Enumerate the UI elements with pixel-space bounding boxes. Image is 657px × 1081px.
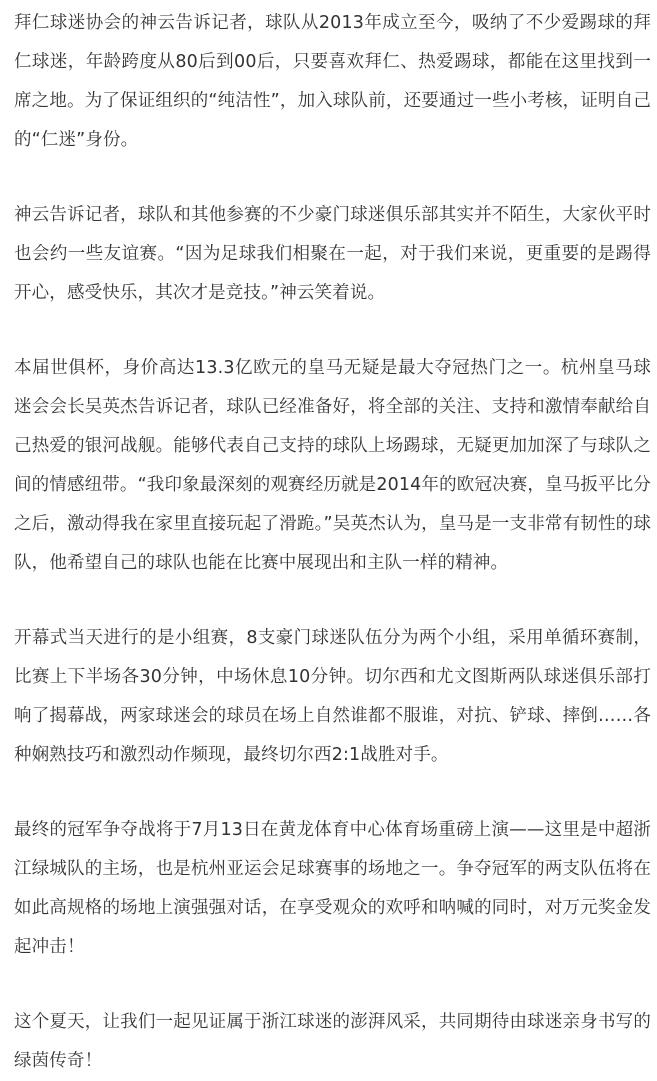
- paragraph-friendly-matches: 神云告诉记者，球队和其他参赛的不少豪门球迷俱乐部其实并不陌生，大家伙平时也会约一些友谊赛。“因为足球我们相聚在一起，对于我们来说，更重要的是踢得开心，感受快乐，其次才是竞技。”神云笑着说。: [14, 205, 651, 303]
- paragraph-final-match: 最终的冠军争夺战将于7月13日在黄龙体育中心体育场重磅上演——这里是中超浙江绿城队的主场，也是杭州亚运会足球赛事的场地之一。争夺冠军的两支队伍将在如此高规格的场地上演强强对话，在享受观众的欢呼和呐喊的同时，对万元奖金发起冲击！: [14, 820, 651, 957]
- paragraph-closing: 这个夏天，让我们一起见证属于浙江球迷的澎湃风采，共同期待由球迷亲身书写的绿茵传奇！: [14, 1012, 651, 1071]
- paragraph-bayern-fan-team: 拜仁球迷协会的神云告诉记者，球队从2013年成立至今，吸纳了不少爱踢球的拜仁球迷，年龄跨度从80后到00后，只要喜欢拜仁、热爱踢球，都能在这里找到一席之地。为了保证组织的“纯洁性”，加入球队前，还要通过一些小考核，证明自己的“仁迷”身份。: [14, 13, 651, 150]
- paragraph-real-madrid-fans: 本届世俱杯，身价高达13.3亿欧元的皇马无疑是最大夺冠热门之一。杭州皇马球迷会会长吴英杰告诉记者，球队已经准备好，将全部的关注、支持和激情奉献给自己热爱的银河战舰。能够代表自己支持的球队上场踢球，无疑更加加深了与球队之间的情感纽带。“我印象最深刻的观赛经历就是2014年的欧冠决赛，皇马扳平比分之后，激动得我在家里直接玩起了滑跪。”吴英杰认为，皇马是一支非常有韧性的球队，他希望自己的球队也能在比赛中展现出和主队一样的精神。: [14, 358, 651, 573]
- paragraph-opening-match: 开幕式当天进行的是小组赛，8支豪门球迷队伍分为两个小组，采用单循环赛制，比赛上下半场各30分钟，中场休息10分钟。切尔西和尤文图斯两队球迷俱乐部打响了揭幕战，两家球迷会的球员在场上自然谁都不服谁，对抗、铲球、摔倒……各种娴熟技巧和激烈动作频现，最终切尔西2:1战胜对手。: [14, 628, 651, 765]
